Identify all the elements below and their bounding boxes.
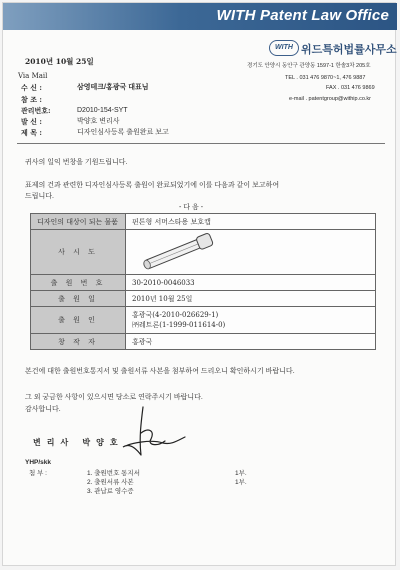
design-article-value: 핀튼형 서머스타용 보호캡 [126, 214, 376, 230]
field-reference-label: 참 조 : [21, 95, 42, 104]
closing-line-3: 감사합니다. [25, 406, 61, 413]
logo-badge: WITH [269, 40, 299, 56]
app-date-label: 출 원 일 [31, 291, 126, 307]
list-item: 3. 관납료 영수증 [87, 488, 134, 495]
header-banner [3, 3, 397, 30]
letter-sheet [2, 2, 396, 566]
drawing-label: 사 시 도 [31, 230, 126, 275]
header-divider [17, 143, 385, 144]
firm-fax: FAX . 031 476 9869 [326, 85, 375, 91]
table-row [31, 230, 376, 275]
drawing-cell [126, 230, 376, 275]
typist-initials: YHP/skk [25, 459, 52, 466]
attachment-count: 1부. [235, 470, 247, 477]
letter-date: 2010년 10월 25일 [25, 57, 94, 66]
design-article-label: 디자인의 대상이 되는 물품 [31, 214, 126, 230]
firm-address: 경기도 안양시 동안구 관양동 1597-1 한솔3차 205호 [247, 63, 371, 69]
greeting-text: 귀사의 일익 번창을 기원드립니다. [25, 159, 128, 166]
handwritten-signature [111, 403, 191, 461]
field-recipient-label: 수 신 : [21, 83, 42, 92]
applicant-1: 홍광국(4-2010-026629-1) [132, 311, 219, 319]
field-subject-value: 디자인심사등록 출원완료 보고 [77, 129, 169, 136]
table-row [31, 214, 376, 230]
product-drawing [132, 231, 222, 271]
signer-name: 변리사 박양호 [33, 438, 124, 447]
section-heading: - 다 음 - [179, 204, 204, 211]
table-row [31, 275, 376, 291]
closing-line-2: 그 외 궁금한 사항이 있으시면 당소로 연락주시기 바랍니다. [25, 394, 203, 401]
logo-name: 위드특허법률사무소 [301, 43, 397, 56]
table-row [31, 334, 376, 350]
attachment-counts [235, 469, 247, 487]
firm-email: e-mail . patentgroup@withip.co.kr [289, 96, 372, 102]
field-subject-label: 제 목 : [21, 128, 42, 137]
intro-line-1: 표제의 건과 관련한 디자인심사등록 출원이 완료되었기에 이를 다음과 같이 보고하여 [25, 182, 280, 189]
field-docket-label: 관리번호: [21, 106, 51, 115]
field-docket-value: D2010-154-SYT [77, 107, 128, 114]
field-sender-label: 발 신 : [21, 117, 42, 126]
applicant-2: ㈜레트론(1-1999-011614-0) [132, 321, 226, 329]
firm-title: WITH Patent Law Office [216, 7, 389, 24]
field-sender-value: 박양호 변리사 [77, 118, 120, 125]
list-item: 1. 출원번호 통지서 [87, 470, 140, 477]
list-item: 2. 출원서류 사본 [87, 479, 134, 486]
closing-line-1: 본건에 대한 출원번호통지서 및 출원서류 사본을 첨부하여 드리오니 확인하시기 바랍니다. [25, 368, 295, 375]
creator-value: 홍광국 [126, 334, 376, 350]
attachment-label: 첨 부 : [29, 470, 47, 477]
creator-label: 창 작 자 [31, 334, 126, 350]
applicant-cell [126, 307, 376, 334]
applicant-label: 출 원 인 [31, 307, 126, 334]
firm-tel: TEL . 031 476 9870~1, 476 9887 [285, 75, 366, 81]
field-recipient-value: 삼영테크/홍광국 대표님 [77, 84, 149, 91]
app-date-value: 2010년 10월 25일 [126, 291, 376, 307]
table-row [31, 291, 376, 307]
intro-line-2: 드립니다. [25, 193, 54, 200]
app-number-label: 출 원 번 호 [31, 275, 126, 291]
table-row [31, 307, 376, 334]
delivery-method: Via Mail [18, 72, 48, 80]
attachment-count: 1부. [235, 479, 247, 486]
attachment-list [87, 469, 140, 496]
application-details-table [30, 213, 376, 350]
app-number-value: 30-2010-0046033 [126, 275, 376, 291]
